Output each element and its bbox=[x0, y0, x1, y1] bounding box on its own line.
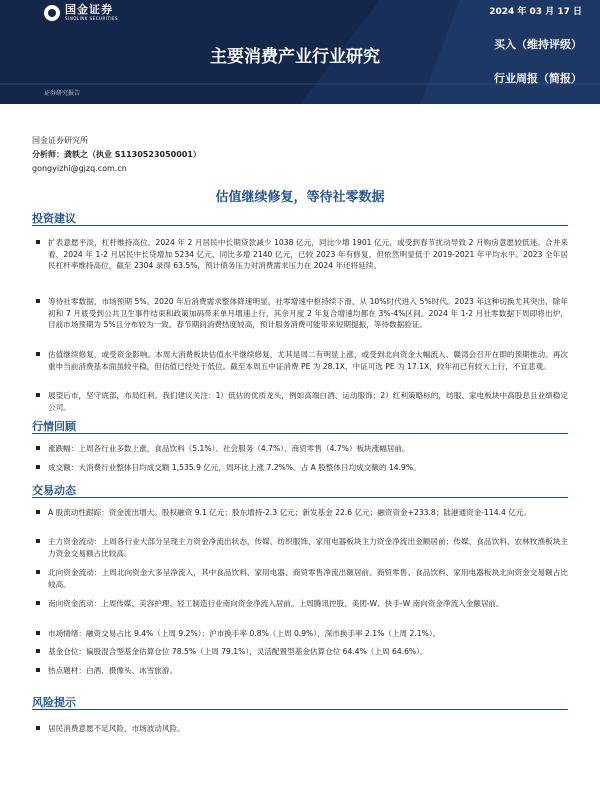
bullet-icon bbox=[36, 631, 40, 635]
main-title: 估值继续修复，等待社零数据 bbox=[215, 190, 385, 205]
list-item: 基金仓位：偏股混合型基金估算仓位 78.5%（上周 79.1%），灵活配置型基金估算仓位 64.4%（上周 64.6%）。 bbox=[36, 646, 568, 658]
list-item: 展望后市，坚守底部，布局红利。我们建议关注：1）低估的优质龙头，例如高端白酒、运动服饰；2）红利策略标的，纺服、家电板块中高股息且业绩稳定公司。 bbox=[36, 390, 568, 413]
list-item: 热点题材：白酒、摄像头、冰雪旅游。 bbox=[36, 665, 568, 677]
list-item: 南向资金流动：上周传媒、美容护理、轻工制造行业南向资金净流入居前。上周腾讯控股、美团-W、快手-W 南向资金净流入金额居前。 bbox=[36, 598, 568, 610]
list-item: 等待社零数据，市场预期 5%。2020 年后消费需求整体降速明显，社零增速中枢持续下滑，从 10%时代进入 5%时代。2023 年这种切换尤其突出，除年初和 7 月底受到公共卫生事件结束和政策加码带来单月增速上行，其余月度 2 年复合增速均都在 3%-4%区间。2024 年 1-2 月社零数据下周即将出炉，目前市场预期为 5%且分布较为一致。春节期间消费热度较高，预计服务消费可能带来短期提振，等待数据验证。 bbox=[36, 296, 568, 331]
list-item: 估值继续修复，或受资金影响。本周大消费板块估值水平继续修复，尤其是周二有明显上涨，或受到北向资金大幅流入、赣湾会召开在即的预期推动。再次重申当前消费基本面虽较平稳，但估值已经处于低位。截至本周五中证消费 PE 为 28.1X，中证可选 PE 为 17.1X，较年初已有较大上行，不宜悲观。 bbox=[36, 349, 568, 372]
report-type: 行业周报（简报） bbox=[494, 72, 582, 85]
bullet-icon bbox=[36, 510, 40, 514]
report-title: 主要消费产业行业研究 bbox=[210, 47, 380, 67]
bullet-icon bbox=[36, 465, 40, 469]
list-item: 扩表意愿平淡，杠杆维持高位。2024 年 2 月居民中长期贷款减少 1038 亿元，同比少增 1901 亿元，或受到春节扰动导致 2 月购房意愿较低迷。合并来看，2024 年 1-2 月居民中长贷增加 5234 亿元，同比多增 2140 亿元，已较 2023 年有修复，但依然明显低于 2019-2021 年平均水平。2023 全年居民杠杆率维持高位，截至 2304 录得 63.5%，预计债务压力对消费需求压力在 2024 年还将延续。 bbox=[36, 237, 568, 272]
logo bbox=[44, 4, 118, 22]
report-date: 2024 年 03 月 17 日 bbox=[489, 7, 582, 17]
section-divider bbox=[32, 497, 568, 498]
bullet-icon bbox=[36, 601, 40, 605]
bullet-icon bbox=[36, 446, 40, 450]
section-divider bbox=[32, 433, 568, 434]
section-title-invest: 投资建议 bbox=[32, 212, 76, 225]
list-item: 成交额：大消费行业整体日均成交额 1,535.9 亿元，周环比上涨 7.2%%。占 A 股整体日均成交额的 14.9%。 bbox=[36, 462, 568, 474]
list-item: 北向资金流动：上周北向资金大多呈净流入，其中食品饮料、家用电器、商贸零售净流出额居前。商贸零售、食品饮料、家用电器板块北向资金交易额占比较高。 bbox=[36, 567, 568, 590]
bullet-icon bbox=[36, 570, 40, 574]
logo-icon bbox=[44, 5, 60, 21]
list-item: 主力资金流动：上周各行业大部分呈现主力资金净流出状态，传媒、纺织服饰、家用电器板块主力资金净流出金额居前；传媒、食品饮料、农林牧渔板块主力资金交易额占比较高。 bbox=[36, 536, 568, 559]
section-divider bbox=[32, 709, 568, 710]
section-title-trading: 交易动态 bbox=[32, 484, 76, 497]
section-title-review: 行情回顾 bbox=[32, 420, 76, 433]
header-tag: 证券研究报告 bbox=[44, 90, 81, 97]
logo-english-name: SINOLINK SECURITIES bbox=[65, 16, 119, 21]
bullet-icon bbox=[36, 668, 40, 672]
bullet-icon bbox=[36, 649, 40, 653]
report-header bbox=[0, 0, 600, 104]
logo-name: 国金证券 bbox=[65, 3, 113, 16]
rating: 买入（维持评级） bbox=[494, 38, 582, 51]
bullet-icon bbox=[36, 726, 40, 730]
institute-name: 国金证券研究所 bbox=[32, 136, 88, 145]
list-item: A 股流动性跟踪：资金流出增大。股权融资 9.1 亿元；股东增持-2.3 亿元；新发基金 22.6 亿元；融资资金+233.8；陆港通资金-114.4 亿元。 bbox=[36, 507, 568, 519]
bullet-icon bbox=[36, 240, 40, 244]
bullet-icon bbox=[36, 539, 40, 543]
list-item: 市场情绪：融资交易占比 9.4%（上周 9.2%）；沪市换手率 0.8%（上周 0.9%），深市换手率 2.1%（上周 2.1%）。 bbox=[36, 628, 568, 640]
bullet-icon bbox=[36, 352, 40, 356]
bullet-icon bbox=[36, 393, 40, 397]
analyst-email: gongyizhi@gjzq.com.cn bbox=[32, 164, 127, 173]
section-divider bbox=[32, 225, 568, 226]
section-title-risk: 风险提示 bbox=[32, 696, 76, 709]
list-item: 涨跌幅：上周各行业多数上涨，食品饮料（5.1%）、社会服务（4.7%）、商贸零售（4.7%）板块涨幅居前。 bbox=[36, 443, 568, 455]
bullet-icon bbox=[36, 299, 40, 303]
analyst-name: 分析师：龚轶之（执业 S1130523050001） bbox=[32, 150, 201, 159]
list-item: 居民消费意愿不足风险、市场波动风险。 bbox=[36, 723, 568, 735]
author-info bbox=[32, 134, 201, 176]
